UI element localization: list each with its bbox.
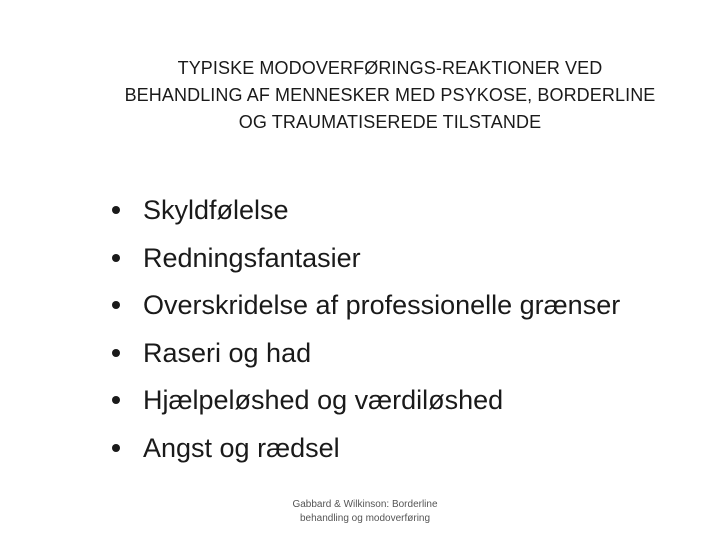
bullet-text: Redningsfantasier xyxy=(143,242,361,273)
bullet-text: Overskridelse af professionelle grænser xyxy=(143,290,621,320)
bullet-text: Skyldfølelse xyxy=(143,195,289,225)
bullet-text: Raseri og had xyxy=(143,337,312,368)
bullet-text: Hjælpeløshed og værdiløshed xyxy=(143,385,504,415)
bullet-dot-icon xyxy=(112,349,120,357)
bullet-dot-icon xyxy=(112,206,120,214)
bullet-text: Angst og rædsel xyxy=(143,432,340,463)
footer-line-1: Gabbard & Wilkinson: Borderline xyxy=(292,499,438,510)
source-footer xyxy=(250,498,480,526)
slide-title-line-2: BEHANDLING AF MENNESKER MED PSYKOSE, BORDERLINE xyxy=(124,85,656,105)
slide-title xyxy=(80,55,700,136)
bullet-dot-icon xyxy=(112,254,120,262)
slide-title-line-3: OG TRAUMATISEREDE TILSTANDE xyxy=(238,112,542,132)
bullet-dot-icon xyxy=(112,396,120,404)
footer-line-2: behandling og modoverføring xyxy=(299,513,431,524)
bullet-dot-icon xyxy=(112,444,120,452)
bullet-dot-icon xyxy=(112,301,120,309)
slide-title-line-1: TYPISKE MODOVERFØRINGS-REAKTIONER VED xyxy=(177,58,603,78)
